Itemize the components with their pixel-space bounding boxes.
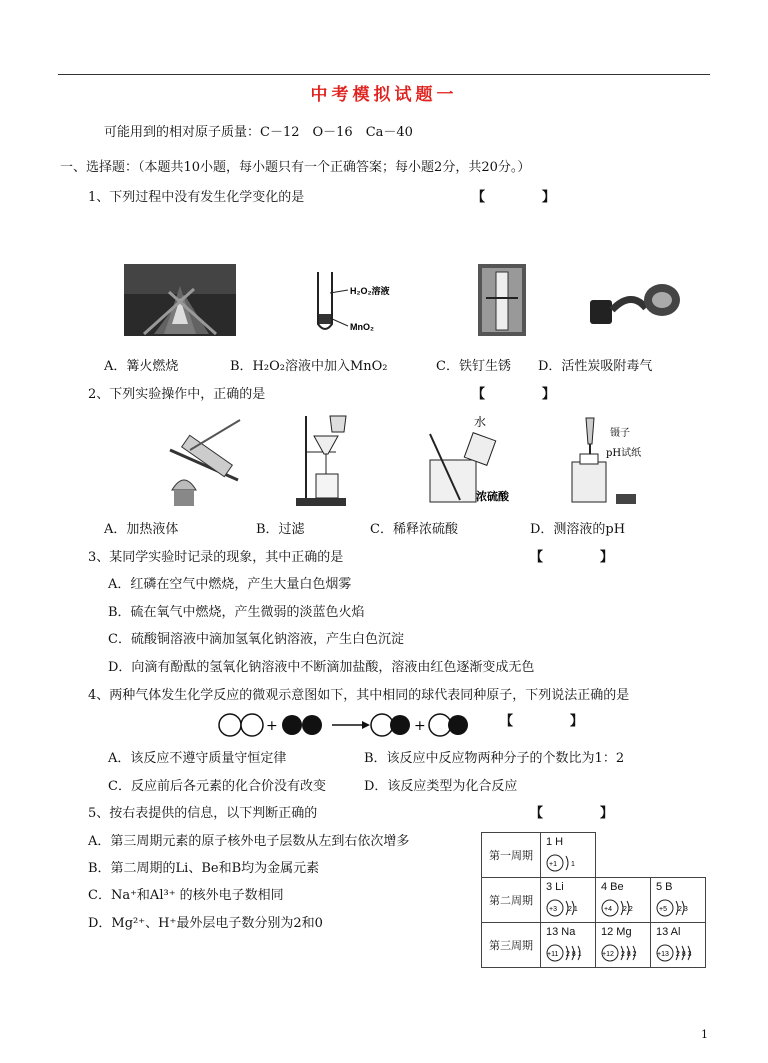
svg-text:+5: +5 [659, 906, 667, 913]
svg-text:+3: +3 [549, 906, 557, 913]
q4-option-b: B．该反应中反应物两种分子的个数比为1：2 [364, 751, 625, 766]
q5-stem: 5、按右表提供的信息，以下判断正确的 [88, 806, 318, 821]
element-be-cell [596, 878, 651, 923]
q4-option-a: A．该反应不遵守质量守恒定律 [108, 751, 287, 766]
bonfire-image [124, 264, 236, 336]
element-b-label: 5 B [656, 881, 673, 893]
svg-text:1: 1 [571, 861, 575, 868]
element-al-cell [651, 923, 706, 968]
element-al-label: 13 Al [656, 926, 681, 938]
acid-label: 浓硫酸 [476, 490, 509, 503]
q4-stem: 4、两种气体发生化学反应的微观示意图如下，其中相同的球代表同种原子，下列说法正确的是 [88, 688, 630, 703]
q1-answer-bracket: 【 】 [472, 190, 578, 205]
q1-stem: 1、下列过程中没有发生化学变化的是 [88, 190, 305, 205]
element-mg-label: 12 Mg [601, 926, 632, 938]
q3-answer-bracket: 【 】 [530, 550, 636, 565]
periodic-table-excerpt [481, 832, 706, 968]
q4-option-c: C．反应前后各元素的化合价没有改变 [108, 779, 326, 794]
svg-text:+11: +11 [547, 951, 559, 958]
svg-text:+1: +1 [549, 861, 557, 868]
element-be-label: 4 Be [601, 881, 624, 893]
q3-option-b: B．硫在氧气中燃烧，产生微弱的淡蓝色火焰 [108, 605, 365, 620]
period-2-label: 第二周期 [482, 878, 541, 923]
atomic-masses: 可能用到的相对原子质量：C－12 O－16 Ca－40 [104, 125, 413, 140]
top-rule [58, 74, 710, 75]
q1-option-a: A．篝火燃烧 [104, 359, 179, 374]
svg-text:2 8 3: 2 8 3 [676, 951, 692, 958]
q1-option-d: D．活性炭吸附毒气 [538, 359, 653, 374]
svg-text:2 2: 2 2 [623, 906, 633, 913]
page-number: 1 [701, 1028, 708, 1041]
svg-text:2 8 2: 2 8 2 [621, 951, 637, 958]
gas-mask-image [586, 280, 686, 330]
svg-text:+4: +4 [604, 906, 612, 913]
svg-text:2 3: 2 3 [678, 906, 688, 913]
q5-option-d: D．Mg²⁺、H⁺最外层电子数分别为2和0 [88, 916, 323, 931]
period-1-label: 第一周期 [482, 833, 541, 878]
q2-stem: 2、下列实验操作中，正确的是 [88, 387, 266, 402]
q5-option-a: A．第三周期元素的原子核外电子层数从左到右依次增多 [88, 834, 410, 849]
q3-option-c: C．硫酸铜溶液中滴加氢氧化钠溶液，产生白色沉淀 [108, 632, 404, 647]
q2-option-d: D．测溶液的pH [530, 522, 626, 537]
element-na-label: 13 Na [546, 926, 576, 938]
svg-text:+: + [414, 718, 426, 734]
tweezers-label: 镊子 [610, 428, 630, 439]
period-3-label: 第三周期 [482, 923, 541, 968]
q5-option-b: B．第二周期的Li、Be和B均为金属元素 [88, 861, 320, 876]
q1-option-b: B．H₂O₂溶液中加入MnO₂ [230, 359, 388, 374]
mno2-label: MnO₂ [350, 322, 374, 332]
q4-option-d: D．该反应类型为化合反应 [364, 779, 518, 794]
h2o2-label: H₂O₂溶液 [350, 286, 390, 296]
q3-option-d: D．向滴有酚酞的氢氧化钠溶液中不断滴加盐酸，溶液由红色逐渐变成无色 [108, 660, 535, 675]
q2-answer-bracket: 【 】 [472, 387, 578, 402]
reaction-diagram [216, 708, 476, 742]
svg-text:+13: +13 [657, 951, 669, 958]
page-title: 中考模拟试题一 [310, 85, 458, 105]
element-h-cell [541, 833, 596, 878]
svg-text:+12: +12 [602, 951, 614, 958]
q5-answer-bracket: 【 】 [530, 806, 636, 821]
svg-text:+: + [266, 718, 278, 734]
heating-liquid-image [160, 410, 256, 510]
test-tube-image [300, 266, 412, 336]
q3-stem: 3、某同学实验时记录的现象，其中正确的是 [88, 550, 344, 565]
q2-option-a: A．加热液体 [104, 522, 179, 537]
element-li-label: 3 Li [546, 881, 564, 893]
q5-option-c: C．Na⁺和Al³⁺ 的核外电子数相同 [88, 888, 284, 903]
ph-paper-label: pH试纸 [606, 448, 642, 459]
element-b-cell [651, 878, 706, 923]
element-h-label: 1 H [546, 836, 564, 848]
element-li-cell [541, 878, 596, 923]
section-heading: 一、选择题：（本题共10小题，每小题只有一个正确答案；每小题2分，共20分。） [60, 160, 531, 175]
element-na-cell [541, 923, 596, 968]
element-mg-cell [596, 923, 651, 968]
q2-option-c: C．稀释浓硫酸 [370, 522, 458, 537]
q3-option-a: A．红磷在空气中燃烧，产生大量白色烟雾 [108, 577, 352, 592]
ph-test-image [566, 414, 662, 510]
water-label: 水 [474, 415, 487, 429]
q2-option-b: B．过滤 [256, 522, 305, 537]
svg-text:2 1: 2 1 [568, 906, 578, 913]
filtration-image [292, 412, 352, 508]
q4-answer-bracket: 【 】 [500, 714, 606, 729]
nail-rust-image [478, 264, 526, 336]
dilute-acid-image [424, 414, 534, 510]
svg-text:2 8 1: 2 8 1 [566, 951, 582, 958]
q1-option-c: C．铁钉生锈 [436, 359, 511, 374]
